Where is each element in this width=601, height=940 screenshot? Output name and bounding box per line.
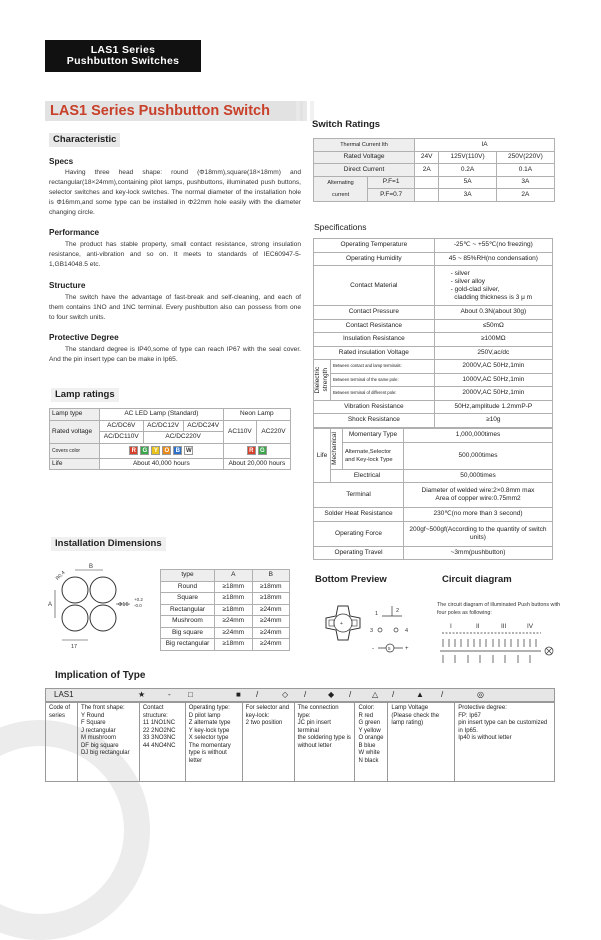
spec-label: Contact Resistance [314,319,435,333]
circuit-description: The circuit diagram of illuminated Push buttons with four poles as following: [437,602,561,616]
rv-125: 125V(110V) [439,151,496,164]
type-code-symbol: / [349,690,352,699]
spec-label: Operating Temperature [314,239,435,253]
spec-label: Contact Pressure [314,306,435,320]
bottom-preview-drawing [308,592,428,670]
dim-a: A [48,602,53,608]
type-cell: Mushroom [161,616,215,628]
a-cell: ≥18mm [215,604,253,616]
pin-4: 4 [405,628,409,634]
table-row [161,604,290,616]
terminal-value: Diameter of welded wire:2×0.8mm max Area of copper wire:0.75mm2 [404,483,553,508]
shock-label: Shock Resistance [314,414,435,428]
color-swatch: R [247,446,256,455]
direct-current: Direct Current [314,164,415,177]
type-cell: Big square [161,627,215,639]
solder-value: 230℃(no more than 3 second) [404,508,553,522]
dim-17: 17 [71,644,78,650]
a-cell: ≥18mm [215,639,253,651]
alternating-label: Alternating [314,176,368,189]
circuit-drawing [437,619,561,671]
voltage-cell: AC110V [223,420,256,443]
svg-text:+: + [405,646,409,652]
dielectric-row-2-label: Between terminal of the same pole: [331,373,435,387]
vibration-label: Vibration Resistance [314,400,435,414]
dielectric-row-1-value: 2000V,AC 50Hz,1min [434,360,552,374]
pf07-empty [415,189,439,202]
dielectric-row-3-label: Between terminal of different pole: [331,387,435,401]
shock-value: ≥10g [434,414,552,428]
neon-label: Neon Lamp [223,409,290,421]
header-line-1: LAS1 Series [90,44,156,56]
electrical-label: Electrical [331,469,404,483]
installation-table [160,569,290,651]
col-type: type [161,570,215,582]
dielectric-row-3-value: 2000V,AC 50Hz,1min [434,387,552,401]
pole-label: IV [527,623,534,630]
thermal-value: IA [415,139,555,152]
color-swatch: R [129,446,138,455]
pf07-a: 3A [439,189,496,202]
pf1-b: 3A [496,176,554,189]
installation-heading: Installation Dimensions [51,537,166,551]
table-row [161,616,290,628]
spec-value: -25℃ ~ +55℃(no freezing) [434,239,552,253]
pin-1: 1 [375,611,379,617]
specifications-table [313,238,553,428]
travel-label: Operating Travel [314,546,404,560]
color-swatch: G [258,446,267,455]
voltage-cell: AC/DC12V [143,420,183,432]
type-code-symbol: ◇ [282,690,289,699]
terminal-label: Terminal [314,483,404,508]
specifications-heading: Specifications [314,222,367,232]
momentary-label: Momentary Type [343,429,404,443]
type-code-bar [45,688,555,702]
a-cell: ≥18mm [215,581,253,593]
series-code: LAS1 [54,690,74,699]
implication-column: For selector and key-lock: 2 two position [242,703,294,782]
pf1-label: P.F=1 [368,176,415,189]
dielectric-row-1-label: Between contact and lamp terminals: [331,360,435,374]
pin-3: 3 [370,628,374,634]
lamp-ratings-heading: Lamp ratings [51,388,119,402]
type-cell: Round [161,581,215,593]
series-header [45,40,201,72]
implication-column: Color: R red G green Y yellow O orange B blue W white N black [355,703,388,782]
momentary-value: 1,000,000times [404,429,553,443]
dc-3: 0.1A [496,164,554,177]
life-label: Life [50,458,100,470]
type-code-symbol: △ [372,690,379,699]
dim-phi: Φ16 [118,602,129,608]
type-code-symbol: / [304,690,307,699]
pf07-b: 2A [496,189,554,202]
spec-label: Insulation Resistance [314,333,435,347]
mount-hole [90,605,116,631]
dc-2: 0.2A [439,164,496,177]
voltage-cell: AC/DC110V [100,432,144,444]
spec-value: 250V,ac/dc [434,346,552,360]
structure-heading: Structure [49,281,86,290]
title-stripe [296,101,300,121]
pin-2: 2 [396,608,400,614]
type-code-symbol: ◆ [328,690,335,699]
mount-hole [62,605,88,631]
color-swatch: B [173,446,182,455]
ac-led-label: AC LED Lamp (Standard) [100,409,224,421]
led-color-swatches [100,443,224,458]
type-code-symbol: - [168,690,171,699]
implication-column: Code of series [46,703,78,782]
spec-label: Contact Material [314,266,435,306]
pf1-empty [415,176,439,189]
voltage-cell: AC220V [257,420,291,443]
mount-hole [62,577,88,603]
implication-column: Contact structure: 11 1NO1NC 22 2NO2NC 33 3NO3NC 44 4NO4NC [139,703,185,782]
performance-text: The product has stable property, small contact resistance, strong insulation resistance, anti-vibration and so on. It meets to standards of IEC60947-5-1,GB14048.5 etc. [49,241,301,268]
opforce-label: Operating Force [314,521,404,546]
spec-value: - silver - silver alloy - gold-clad silver, cladding thickness is 3 μ m [434,266,552,306]
rv-250: 250V(220V) [496,151,554,164]
b-cell: ≥18mm [252,593,290,605]
bottom-preview-heading: Bottom Preview [315,574,387,585]
circuit-heading: Circuit diagram [442,574,512,585]
type-code-symbol: ★ [138,690,146,699]
dim-b: B [89,564,94,570]
electrical-value: 50,000times [404,469,553,483]
table-row [161,639,290,651]
protective-heading: Protective Degree [49,333,119,342]
color-swatch: Y [151,446,160,455]
current-label: current [314,189,368,202]
lamp-ratings-table [49,408,291,470]
spec-label: Rated insulation Voltage [314,346,435,360]
life-neon: About 20,000 hours [223,458,290,470]
voltage-cell: AC/DC220V [143,432,223,444]
title-stripe [310,101,314,121]
dc-1: 2A [415,164,439,177]
spec-value: ≤50mΩ [434,319,552,333]
implication-column: Lamp Voltage (Please check the lamp rating) [388,703,455,782]
table-row [161,581,290,593]
dim-tol-plus: +0.2 [134,597,143,602]
b-cell: ≥24mm [252,639,290,651]
neon-color-swatches [223,443,290,458]
mount-hole [90,577,116,603]
dim-r: R0.4 [54,569,67,582]
table-row [161,593,290,605]
type-code-symbol: ▲ [416,690,424,699]
color-swatch: O [162,446,171,455]
switch-ratings-heading: Switch Ratings [312,119,381,130]
specs-text: Having three head shape: round (Φ18mm),square(18×18mm) and rectangular(18×24mm),containing pilot lamps, pushbuttons, illuminated push buttons, selector switches and key-lock switches. The normal diameter of the installation hole is Φ16mm,and some type can be installed in Φ22mm hole easily with the diameter changing circle. [49,169,301,216]
dielectric-row-2-value: 1000V,AC 50Hz,1min [434,373,552,387]
vibration-value: 50Hz,amplitude 1.2mmP-P [434,400,552,414]
col-b: B [252,570,290,582]
b-cell: ≥24mm [252,627,290,639]
life-led: About 40,000 hours [100,458,224,470]
rated-voltage: Rated Voltage [314,151,415,164]
type-code-symbol: / [256,690,259,699]
implication-column: Protective degree: FP: Ip67 pin insert type can be customized in Ip65. Ip40 is without letter [455,703,555,782]
solder-label: Solder Heat Resistance [314,508,404,522]
spec-label: Operating Humidity [314,252,435,266]
mechanical-label: Mechanical [331,429,343,470]
switch-ratings-table [313,138,555,202]
type-cell: Square [161,593,215,605]
b-cell: ≥24mm [252,604,290,616]
covers-color-label: Covers color [50,443,100,458]
type-code-symbol: / [392,690,395,699]
implication-column: The connection type: JC pin insert terminal the soldering type is without letter [294,703,355,782]
implication-heading: Implication of Type [55,670,146,681]
voltage-cell: AC/DC6V [100,420,144,432]
b-cell: ≥24mm [252,616,290,628]
type-code-symbol: / [441,690,444,699]
spec-value: About 0.3N(about 30g) [434,306,552,320]
spec-value: 45 ~ 85%RH(no condensation) [434,252,552,266]
type-cell: Big rectangular [161,639,215,651]
pf07-label: P.F=0.7 [368,189,415,202]
rated-voltage-label: Rated voltage [50,420,100,443]
dim-tol-minus: -0.0 [134,603,142,608]
travel-value: ~3mm(pushbutton) [404,546,553,560]
spec-value: ≥100MΩ [434,333,552,347]
a-cell: ≥24mm [215,616,253,628]
alternate-label: Alternate,Selector and Key-lock Type [343,442,404,469]
color-swatch: W [186,448,192,454]
alternate-value: 500,000times [404,442,553,469]
a-cell: ≥18mm [215,593,253,605]
svg-text:-: - [372,646,374,652]
pin-5: 5 [388,646,391,651]
b-cell: ≥18mm [252,581,290,593]
header-line-2: Pushbutton Switches [66,55,180,67]
page-title: LAS1 Series Pushbutton Switch [50,103,270,119]
a-cell: ≥24mm [215,627,253,639]
implication-column: Operating type: D pilot lamp Z alternate type Y key-lock type X selector type The momentary type is without letter [185,703,242,782]
life-label: Life [314,429,331,483]
lamp-type-label: Lamp type [50,409,100,421]
svg-text:+: + [340,621,343,627]
protective-text: The standard degree is IP40,some of type can reach IP67 with the seal cover. And the pin insert type can be make in Ip65. [49,346,301,363]
opforce-value: 200gf~500gf(According to the quantity of switch units) [404,521,553,546]
table-row [161,627,290,639]
pole-label: II [476,623,480,630]
characteristic-heading: Characteristic [49,133,120,147]
specs-heading: Specs [49,157,74,166]
type-code-symbol: ◎ [477,690,484,699]
installation-drawing [45,560,160,655]
type-code-symbol: ■ [236,690,241,699]
structure-text: The switch have the advantage of fast-break and self-cleaning, and each of them contains 1NO and 1NC terminal. Every pushbutton also can possess from one to four switch units. [49,294,301,321]
performance-heading: Performance [49,228,100,237]
life-table [313,428,553,560]
dielectric-label: Dielectric strength [314,360,331,401]
title-stripe [303,101,307,121]
type-cell: Rectangular [161,604,215,616]
implication-table [45,702,555,782]
color-swatch: G [140,446,149,455]
voltage-cell: AC/DC24V [183,420,223,432]
implication-column: The front shape: Y Round F Square J rectangular M mushroom DF big square DJ big rectangular [77,703,139,782]
pole-label: III [501,623,507,630]
col-a: A [215,570,253,582]
type-code-symbol: □ [188,690,193,699]
thermal-label: Thermal Current Ith [314,139,415,152]
pf1-a: 5A [439,176,496,189]
pole-label: I [450,623,452,630]
rv-24: 24V [415,151,439,164]
